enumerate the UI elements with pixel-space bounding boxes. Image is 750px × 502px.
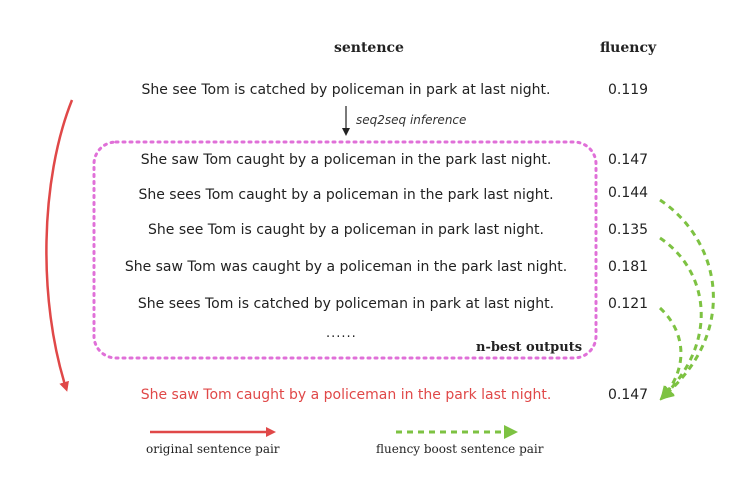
ellipsis: ......: [326, 326, 357, 341]
original-sentence: She see Tom is catched by policeman in park at last night.: [141, 82, 551, 98]
sentence-header: sentence: [334, 40, 404, 56]
inference-label: seq2seq inference: [356, 113, 467, 127]
nbest-fluency: 0.181: [608, 259, 649, 275]
nbest-sentence: She see Tom is caught by a policeman in park last night.: [148, 222, 544, 238]
original-curve-arrow: [46, 100, 72, 388]
nbest-sentence: She sees Tom is catched by policeman in park at last night.: [137, 296, 555, 312]
boost-arrow-2: [660, 238, 701, 396]
nbest-sentence: She sees Tom caught by a policeman in the park last night.: [138, 187, 554, 203]
nbest-sentence: She saw Tom was caught by a policeman in the park last night.: [124, 259, 568, 275]
nbest-fluency: 0.121: [608, 296, 649, 312]
original-fluency: 0.119: [608, 82, 649, 98]
nbest-fluency: 0.144: [608, 185, 649, 201]
fluency-header: fluency: [600, 40, 657, 56]
nbest-fluency: 0.147: [608, 152, 649, 168]
legend-boost-label: fluency boost sentence pair: [376, 442, 544, 456]
nbest-sentence: She saw Tom caught by a policeman in the park last night.: [140, 152, 552, 168]
result-fluency: 0.147: [608, 387, 649, 403]
nbest-label: n-best outputs: [476, 340, 583, 355]
legend-original-label: original sentence pair: [146, 442, 280, 456]
result-sentence: She saw Tom caught by a policeman in the park last night.: [140, 387, 552, 403]
nbest-fluency: 0.135: [608, 222, 649, 238]
